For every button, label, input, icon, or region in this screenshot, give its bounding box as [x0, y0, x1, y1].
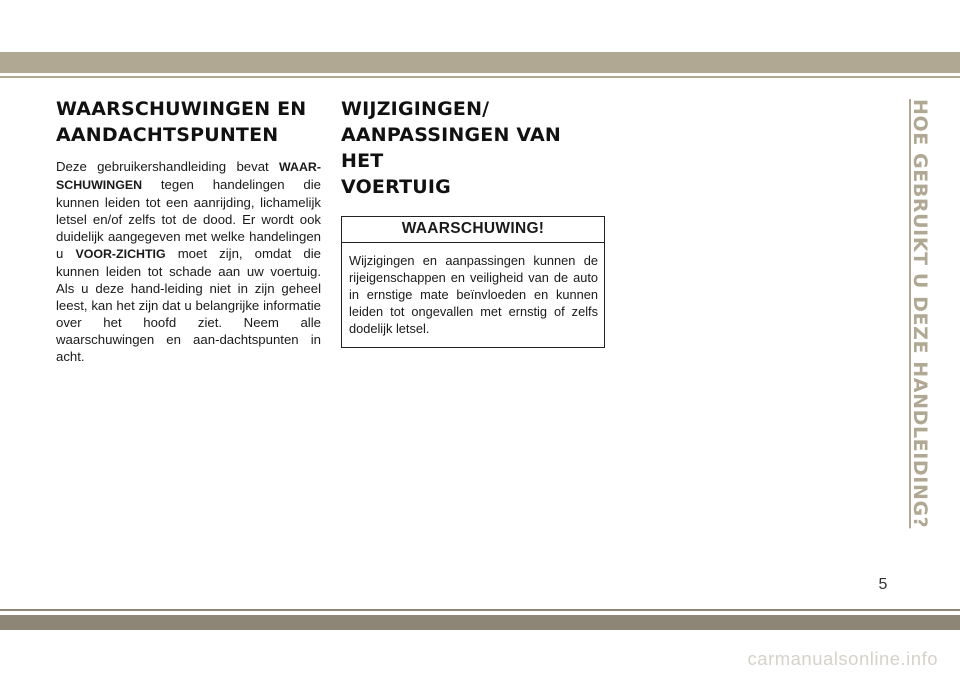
- paragraph-text: Deze gebruikershandleiding bevat: [56, 159, 280, 174]
- bold-term-caution: VOOR-ZICHTIG: [75, 247, 166, 261]
- bottom-decor-line: [0, 609, 960, 611]
- paragraph-text: moet zijn, omdat die kunnen leiden tot schade aan uw voertuig. Als u deze hand-leiding niet in zijn geheel leest, kan het zijn dat u belangrijke informatie over het hoofd ziet. Neem alle waarschuwingen en aan-dachtspunten in acht.: [56, 246, 321, 364]
- warnings-paragraph: [56, 158, 321, 365]
- top-decor-band: [0, 52, 960, 73]
- warning-box: [341, 216, 605, 348]
- section-heading-modifications: [341, 96, 606, 200]
- section-heading-warnings: [56, 96, 321, 148]
- heading-line: AANDACHTSPUNTEN: [56, 124, 279, 146]
- top-decor-line: [0, 76, 960, 78]
- heading-line: AANPASSINGEN VAN HET: [341, 124, 561, 172]
- page-number: 5: [878, 576, 888, 593]
- side-chapter-tab: [905, 99, 935, 529]
- warning-text: Wijzigingen en aanpassingen kunnen de rijeigenschappen en veiligheid van de auto in ernstige mate beïnvloeden en kunnen leiden tot ongevallen met ernstig of zelfs dodelijk letsel.: [349, 253, 598, 336]
- paragraph-text: tegen handelingen die kunnen leiden tot een aanrijding, lichamelijk letsel en/of zelfs tot de dood. Er wordt ook duidelijk aangegeven met welke handelingen u: [56, 177, 321, 261]
- watermark: carmanualsonline.info: [747, 648, 938, 669]
- side-tab-label: HOE GEBRUIKT U DEZE HANDLEIDING?: [909, 99, 931, 529]
- bold-term-warnings: WAAR-SCHUWINGEN: [56, 160, 321, 192]
- section-modifications: [341, 96, 606, 348]
- section-warnings: [56, 96, 321, 365]
- heading-line: WIJZIGINGEN/: [341, 98, 490, 120]
- bottom-decor-band: [0, 615, 960, 630]
- heading-line: WAARSCHUWINGEN EN: [56, 98, 307, 120]
- heading-line: VOERTUIG: [341, 176, 451, 198]
- warning-title: WAARSCHUWING!: [342, 217, 604, 243]
